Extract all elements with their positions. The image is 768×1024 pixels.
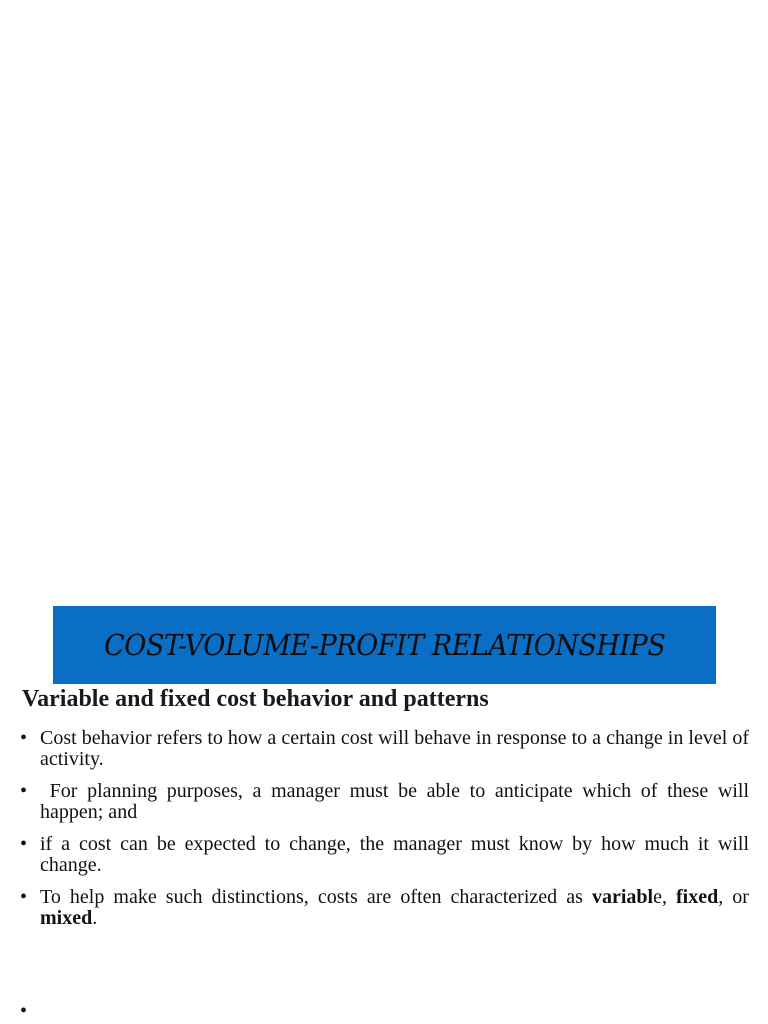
bullet-icon: • (20, 727, 28, 749)
title-banner (53, 606, 716, 684)
term-mixed: mixed (40, 907, 93, 929)
bullet-icon: • (20, 886, 28, 908)
list-item (20, 728, 749, 770)
list-item (20, 834, 749, 876)
bullet-icon: • (20, 833, 28, 855)
bullet-text: Cost behavior refers to how a certain cost will behave in response to a change in level of activity. (40, 727, 749, 770)
bullet-icon: • (20, 780, 28, 802)
bullet-text-mid: , or (718, 886, 749, 908)
empty-bullet-icon: • (20, 1000, 28, 1022)
term-variable-part: variabl (591, 886, 654, 908)
bullet-text: For planning purposes, a manager must be able to anticipate which of these will happen; and (40, 780, 754, 823)
bullet-text-mid: e, (653, 886, 677, 908)
section-heading: Variable and fixed cost behavior and patterns (22, 686, 489, 712)
bullet-text: if a cost can be expected to change, the manager must know by how much it will change. (40, 833, 749, 876)
bullet-text-prefix: To help make such distinctions, costs are often characterized as (40, 886, 592, 908)
list-item (20, 887, 749, 929)
term-fixed: fixed (676, 886, 719, 908)
list-item (20, 780, 754, 823)
banner-title: COST-VOLUME-PROFIT RELATIONSHIPS (103, 628, 666, 662)
bullet-text-suffix: . (92, 907, 98, 929)
bullet-list (20, 727, 754, 940)
bullet-text (40, 886, 749, 929)
